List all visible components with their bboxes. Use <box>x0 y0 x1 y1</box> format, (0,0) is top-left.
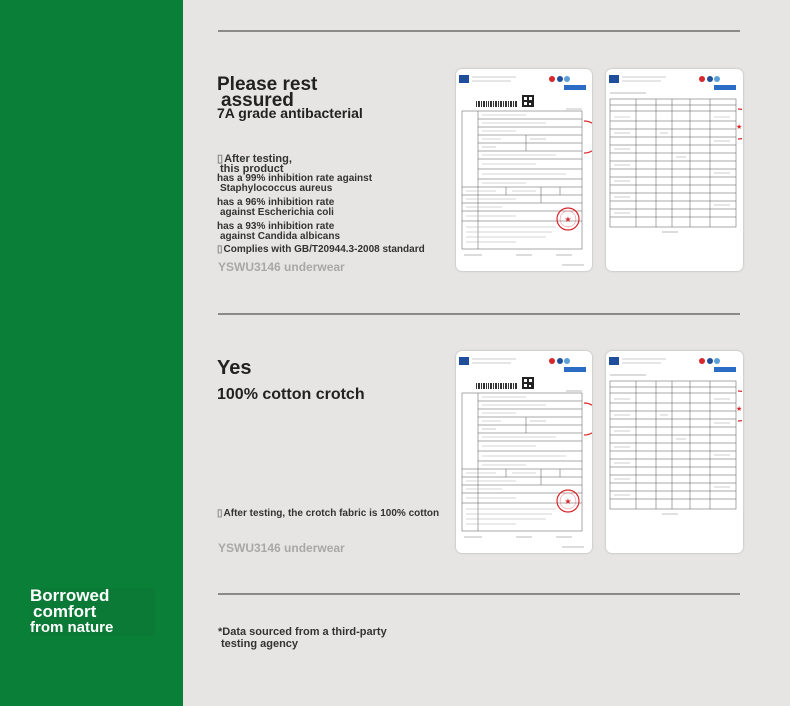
svg-text:★: ★ <box>736 123 742 131</box>
claim-text: this product <box>220 163 284 175</box>
test-agency-logo-icon <box>459 357 469 365</box>
claim-text: has a 96% inhibition rate <box>217 197 335 208</box>
slogan-line: from nature <box>30 619 114 636</box>
footnote-line: *Data sourced from a third-party <box>218 626 387 638</box>
bullet-icon: ▯ <box>217 508 223 519</box>
test-report-cotton-page2 <box>606 351 743 553</box>
section-divider <box>218 30 740 32</box>
test-report-antibacterial-page1 <box>456 69 592 271</box>
product-code: YSWU3146 underwear <box>218 260 345 274</box>
claim-text: has a 93% inhibition rate <box>217 221 335 232</box>
certification-marks-icon <box>549 358 570 364</box>
data-source-footnote <box>218 626 387 650</box>
title-line: Please rest <box>217 74 318 95</box>
official-seal-icon <box>557 121 592 230</box>
title-line: assured <box>221 90 294 111</box>
claim-text: Complies with GB/T20944.3-2008 standard <box>223 244 425 255</box>
slogan-line: Borrowed <box>30 586 110 605</box>
claim-text: After testing, the crotch fabric is 100% cotton <box>223 508 440 519</box>
slogan-line: comfort <box>33 602 97 621</box>
qr-code-icon <box>522 95 534 107</box>
claim-text: against Candida albicans <box>220 231 341 242</box>
section-divider <box>218 313 740 315</box>
svg-text:★: ★ <box>736 405 742 413</box>
section1-claims <box>217 154 425 255</box>
product-code: YSWU3146 underwear <box>218 541 345 555</box>
brand-slogan <box>30 588 155 636</box>
svg-text:★: ★ <box>564 215 572 224</box>
claim-text: Staphylococcus aureus <box>220 183 333 194</box>
official-seal-icon <box>557 403 592 512</box>
certification-marks-icon <box>549 76 570 82</box>
claim-text: After testing, <box>224 153 292 165</box>
section1-subtitle: 7A grade antibacterial <box>217 105 363 121</box>
test-agency-logo-icon <box>459 75 469 83</box>
claim-text: has a 99% inhibition rate against <box>217 173 373 184</box>
footnote-line: testing agency <box>221 638 299 650</box>
section2-title: Yes <box>217 357 252 379</box>
section2-claim <box>217 509 439 519</box>
bullet-icon: ▯ <box>217 244 223 255</box>
bullet-icon: ▯ <box>217 153 224 165</box>
svg-text:★: ★ <box>564 497 572 506</box>
test-report-cotton-page1 <box>456 351 592 553</box>
qr-code-icon <box>522 377 534 389</box>
test-report-antibacterial-page2 <box>606 69 743 271</box>
section-divider <box>218 593 740 595</box>
claim-text: against Escherichia coli <box>220 207 334 218</box>
section2-subtitle: 100% cotton crotch <box>217 386 365 403</box>
